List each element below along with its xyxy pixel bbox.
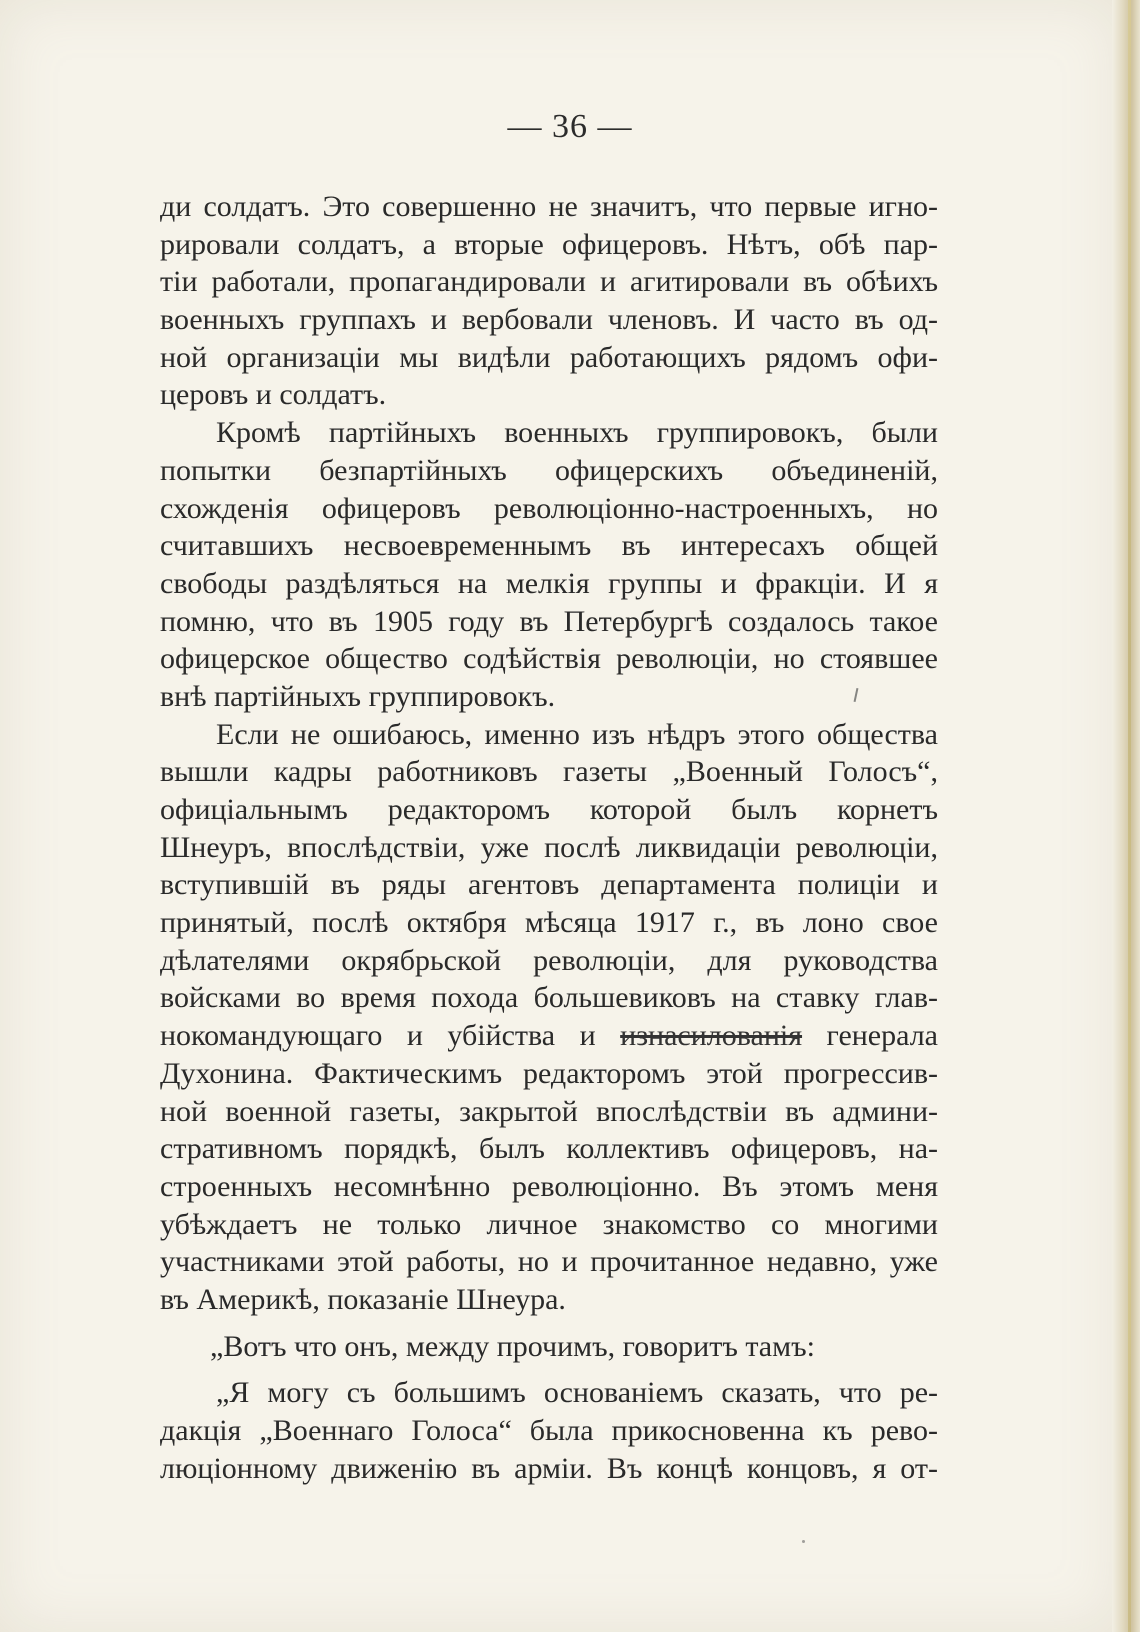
text-line: дакція „Военнаго Голоса“ была прикосновенна къ рево- [160,1414,938,1447]
text-line: строенныхъ несомнѣнно революціонно. Въ этомъ меня [160,1169,938,1203]
text-line: дѣлателями окрябрьской революціи, для руководства [160,943,938,977]
text-line: вступившій въ ряды агентовъ департамента полиціи и [160,868,938,902]
text-line: Кромѣ партійныхъ военныхъ группировокъ, были [216,416,938,450]
paragraph-1 [160,188,938,414]
text-line: офиціальнымъ редакторомъ которой былъ корнетъ [160,793,938,826]
text-line: офицерское общество содѣйствія революціи, но стоявшее [160,642,938,676]
body-text [160,188,938,1487]
text-line: люціонному движенію въ арміи. Въ концѣ концовъ, я от- [160,1451,938,1485]
text-line: Если не ошибаюсь, именно изъ нѣдръ этого общества [216,717,938,751]
text-line: рировали солдатъ, а вторые офицеровъ. Нѣтъ, обѣ пар- [160,227,938,261]
paragraph-gap [160,1319,938,1328]
paragraph-5 [160,1374,938,1487]
text-line: войсками во время похода большевиковъ на ставку глав- [160,981,938,1015]
text-line: Духонина. Фактическимъ редакторомъ этой прогрессив- [160,1056,938,1090]
text-line-with-strikethrough [160,1017,938,1055]
text-line: внѣ партійныхъ группировокъ. [160,679,556,713]
text-line: военныхъ группахъ и вербовали членовъ. И часто въ од- [160,303,938,337]
text-line: считавшихъ несвоевременнымъ въ интересахъ общей [160,529,938,563]
struck-word: изнасилованія [620,1019,803,1053]
text-line: Шнеуръ, впослѣдствіи, уже послѣ ликвидаціи революціи, [160,830,938,864]
text-line: участниками этой работы, но и прочитанное недавно, уже [160,1245,938,1279]
text-line: ной организаціи мы видѣли работающихъ рядомъ офи- [160,340,938,374]
text-line: тіи работали, пропагандировали и агитировали въ обѣихъ [160,265,938,299]
page-number: — 36 — [507,108,633,145]
text-segment: нокомандующаго и убійства и [160,1019,621,1053]
text-line: помню, что въ 1905 году въ Петербургѣ создалось такое [160,604,938,638]
ink-dot [802,1540,805,1543]
text-segment: генерала [802,1019,938,1053]
text-line: принятый, послѣ октября мѣсяца 1917 г., въ лоно свое [160,906,938,940]
paragraph-gap [160,1365,938,1374]
text-line: церовъ и солдатъ. [160,378,387,412]
text-line: „Вотъ что онъ, между прочимъ, говоритъ тамъ: [210,1329,815,1363]
page-edge [1112,0,1140,1632]
text-line: „Я могу съ большимъ основаніемъ сказать, что ре- [216,1376,938,1410]
text-line: ной военной газеты, закрытой впослѣдствіи въ админи- [160,1094,938,1128]
text-line: схожденія офицеровъ революціонно-настроенныхъ, но [160,491,938,525]
text-line: попытки безпартійныхъ офицерскихъ объединеній, [160,453,938,487]
text-line: вышли кадры работниковъ газеты „Военный Голосъ“, [160,755,938,789]
paragraph-3 [160,716,938,1319]
text-line: въ Америкѣ, показаніе Шнеура. [160,1282,566,1316]
text-line: стративномъ порядкѣ, былъ коллективъ офицеровъ, на- [160,1132,938,1166]
paragraph-4 [160,1328,938,1366]
paragraph-2 [160,414,938,716]
text-line: свободы раздѣляться на мелкія группы и фракціи. И я [160,566,938,600]
text-line: убѣждаетъ не только личное знакомство со многими [160,1207,938,1241]
text-line: ди солдатъ. Это совершенно не значитъ, что первые игно- [160,190,938,223]
